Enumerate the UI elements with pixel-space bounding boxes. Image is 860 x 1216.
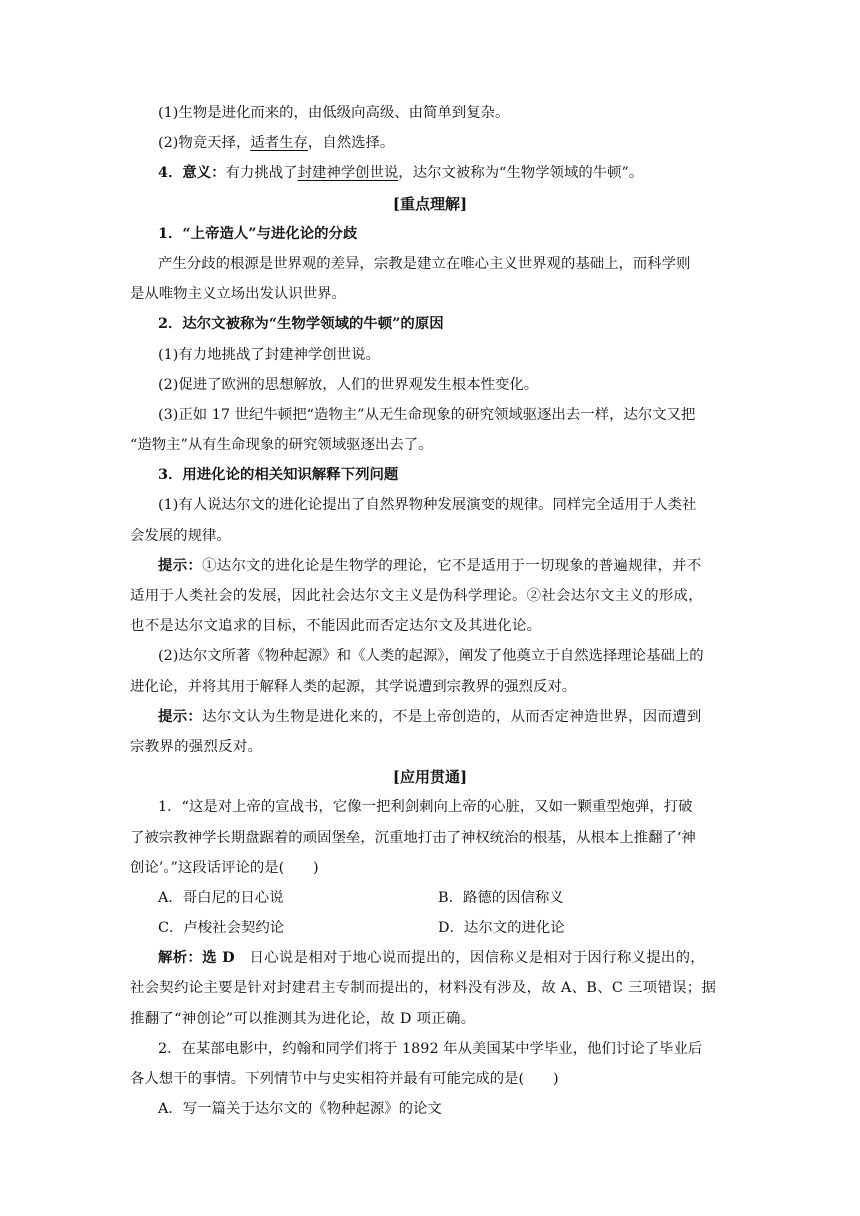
answer-line: 推翻了“神创论”可以推测其为进化论，故 D 项正确。 — [130, 1010, 476, 1027]
options-row — [130, 883, 730, 913]
section-heading-key-understanding: [重点理解] — [392, 194, 468, 213]
paragraph-line: (1)有力地挑战了封建神学创世说。 — [158, 346, 380, 363]
paragraph-line: (3)正如 17 世纪牛顿把“造物主”从无生命现象的研究领域驱逐出去一样，达尔文又把 — [158, 406, 696, 423]
hint-label: 提示： — [158, 556, 203, 574]
question-1-title: 1．“上帝造人”与进化论的分歧 — [158, 224, 358, 242]
section-heading-application: [应用贯通] — [392, 768, 468, 787]
question-stem: 了被宗教神学长期盘踞着的顽固堡垒，沉重地打击了神权统治的根基，从根本上推翻了‘神 — [130, 829, 696, 846]
paragraph-line: 产生分歧的根源是世界观的差异，宗教是建立在唯心主义世界观的基础上，而科学则 — [158, 255, 691, 272]
question-stem: 各人想干的事情。下列情节中与史实相符并最有可能完成的是( ) — [130, 1071, 559, 1087]
question-2-title: 2．达尔文被称为“生物学领域的牛顿”的原因 — [158, 315, 444, 333]
hint-line: 提示：①达尔文的进化论是生物学的理论，它不是适用于一切现象的普遍规律，并不 — [158, 556, 702, 574]
hint-line: 宗教界的强烈反对。 — [130, 738, 263, 755]
option-a: A．写一篇关于达尔文的《物种起源》的论文 — [158, 1101, 442, 1118]
question-stem: 2．在某部电影中，约翰和同学们将于 1892 年从美国某中学毕业，他们讨论了毕业后 — [158, 1040, 703, 1057]
hint-line: 也不是达尔文追求的目标，不能因此而否定达尔文及其进化论。 — [130, 618, 542, 635]
paragraph-line: 是从唯物主义立场出发认识世界。 — [130, 286, 346, 303]
paragraph-line: “造物主”从有生命现象的研究领域驱逐出去了。 — [130, 437, 433, 454]
hint-line: 适用于人类社会的发展，因此社会达尔文主义是伪科学理论。②社会达尔文主义的形成， — [130, 588, 703, 604]
hint-label: 提示： — [158, 707, 203, 725]
paragraph-line: (2)促进了欧洲的思想解放，人们的世界观发生根本性变化。 — [158, 376, 539, 393]
significance-line: 4．意义：有力挑战了封建神学创世说，达尔文被称为“生物学领域的牛顿”。 — [158, 164, 644, 182]
document-page — [130, 98, 730, 1124]
paragraph-line: 进化论，并将其用于解释人类的起源，其学说遭到宗教界的强烈反对。 — [130, 678, 577, 695]
option-b: B．路德的因信称义 — [438, 889, 564, 906]
answer-label: 解析：选 D — [158, 949, 235, 967]
question-stem: 1．“这是对上帝的宣战书，它像一把利剑刺向上帝的心脏，又如一颗重型炮弹，打破 — [158, 799, 693, 816]
question-3-title: 3．用进化论的相关知识解释下列问题 — [158, 466, 399, 484]
underlined-term: 封建神学创世说 — [297, 165, 399, 182]
question-stem: 创论’。”这段话评论的是( ) — [130, 859, 319, 876]
point-evolution: (1)生物是进化而来的，由低级向高级、由简单到复杂。 — [158, 105, 510, 121]
paragraph-line: (1)有人说达尔文的进化论提出了自然界物种发展演变的规律。同样完全适用于人类社 — [158, 497, 697, 514]
option-d: D．达尔文的进化论 — [438, 920, 565, 937]
paragraph-line: 会发展的规律。 — [130, 527, 231, 544]
options-row — [130, 913, 730, 943]
underlined-term: 适者生存 — [250, 135, 308, 152]
hint-line: 提示：达尔文认为生物是进化来的，不是上帝创造的，从而否定神造世界，因而遭到 — [158, 707, 702, 725]
paragraph-line: (2)达尔文所著《物种起源》和《人类的起源》，阐发了他奠立于自然选择理论基础上的 — [158, 648, 704, 665]
answer-line: 社会契约论主要是针对封建君主专制而提出的，材料没有涉及，故 A、B、C 三项错误；据 — [130, 980, 717, 997]
point-natural-selection: (2)物竞天择，适者生存，自然选择。 — [158, 135, 395, 152]
option-c: C．卢梭社会契约论 — [158, 920, 285, 937]
option-a: A．哥白尼的日心说 — [158, 889, 284, 906]
answer-line: 解析：选 D 日心说是相对于地心说而提出的，因信称义是相对于因行称义提出的， — [158, 949, 705, 967]
